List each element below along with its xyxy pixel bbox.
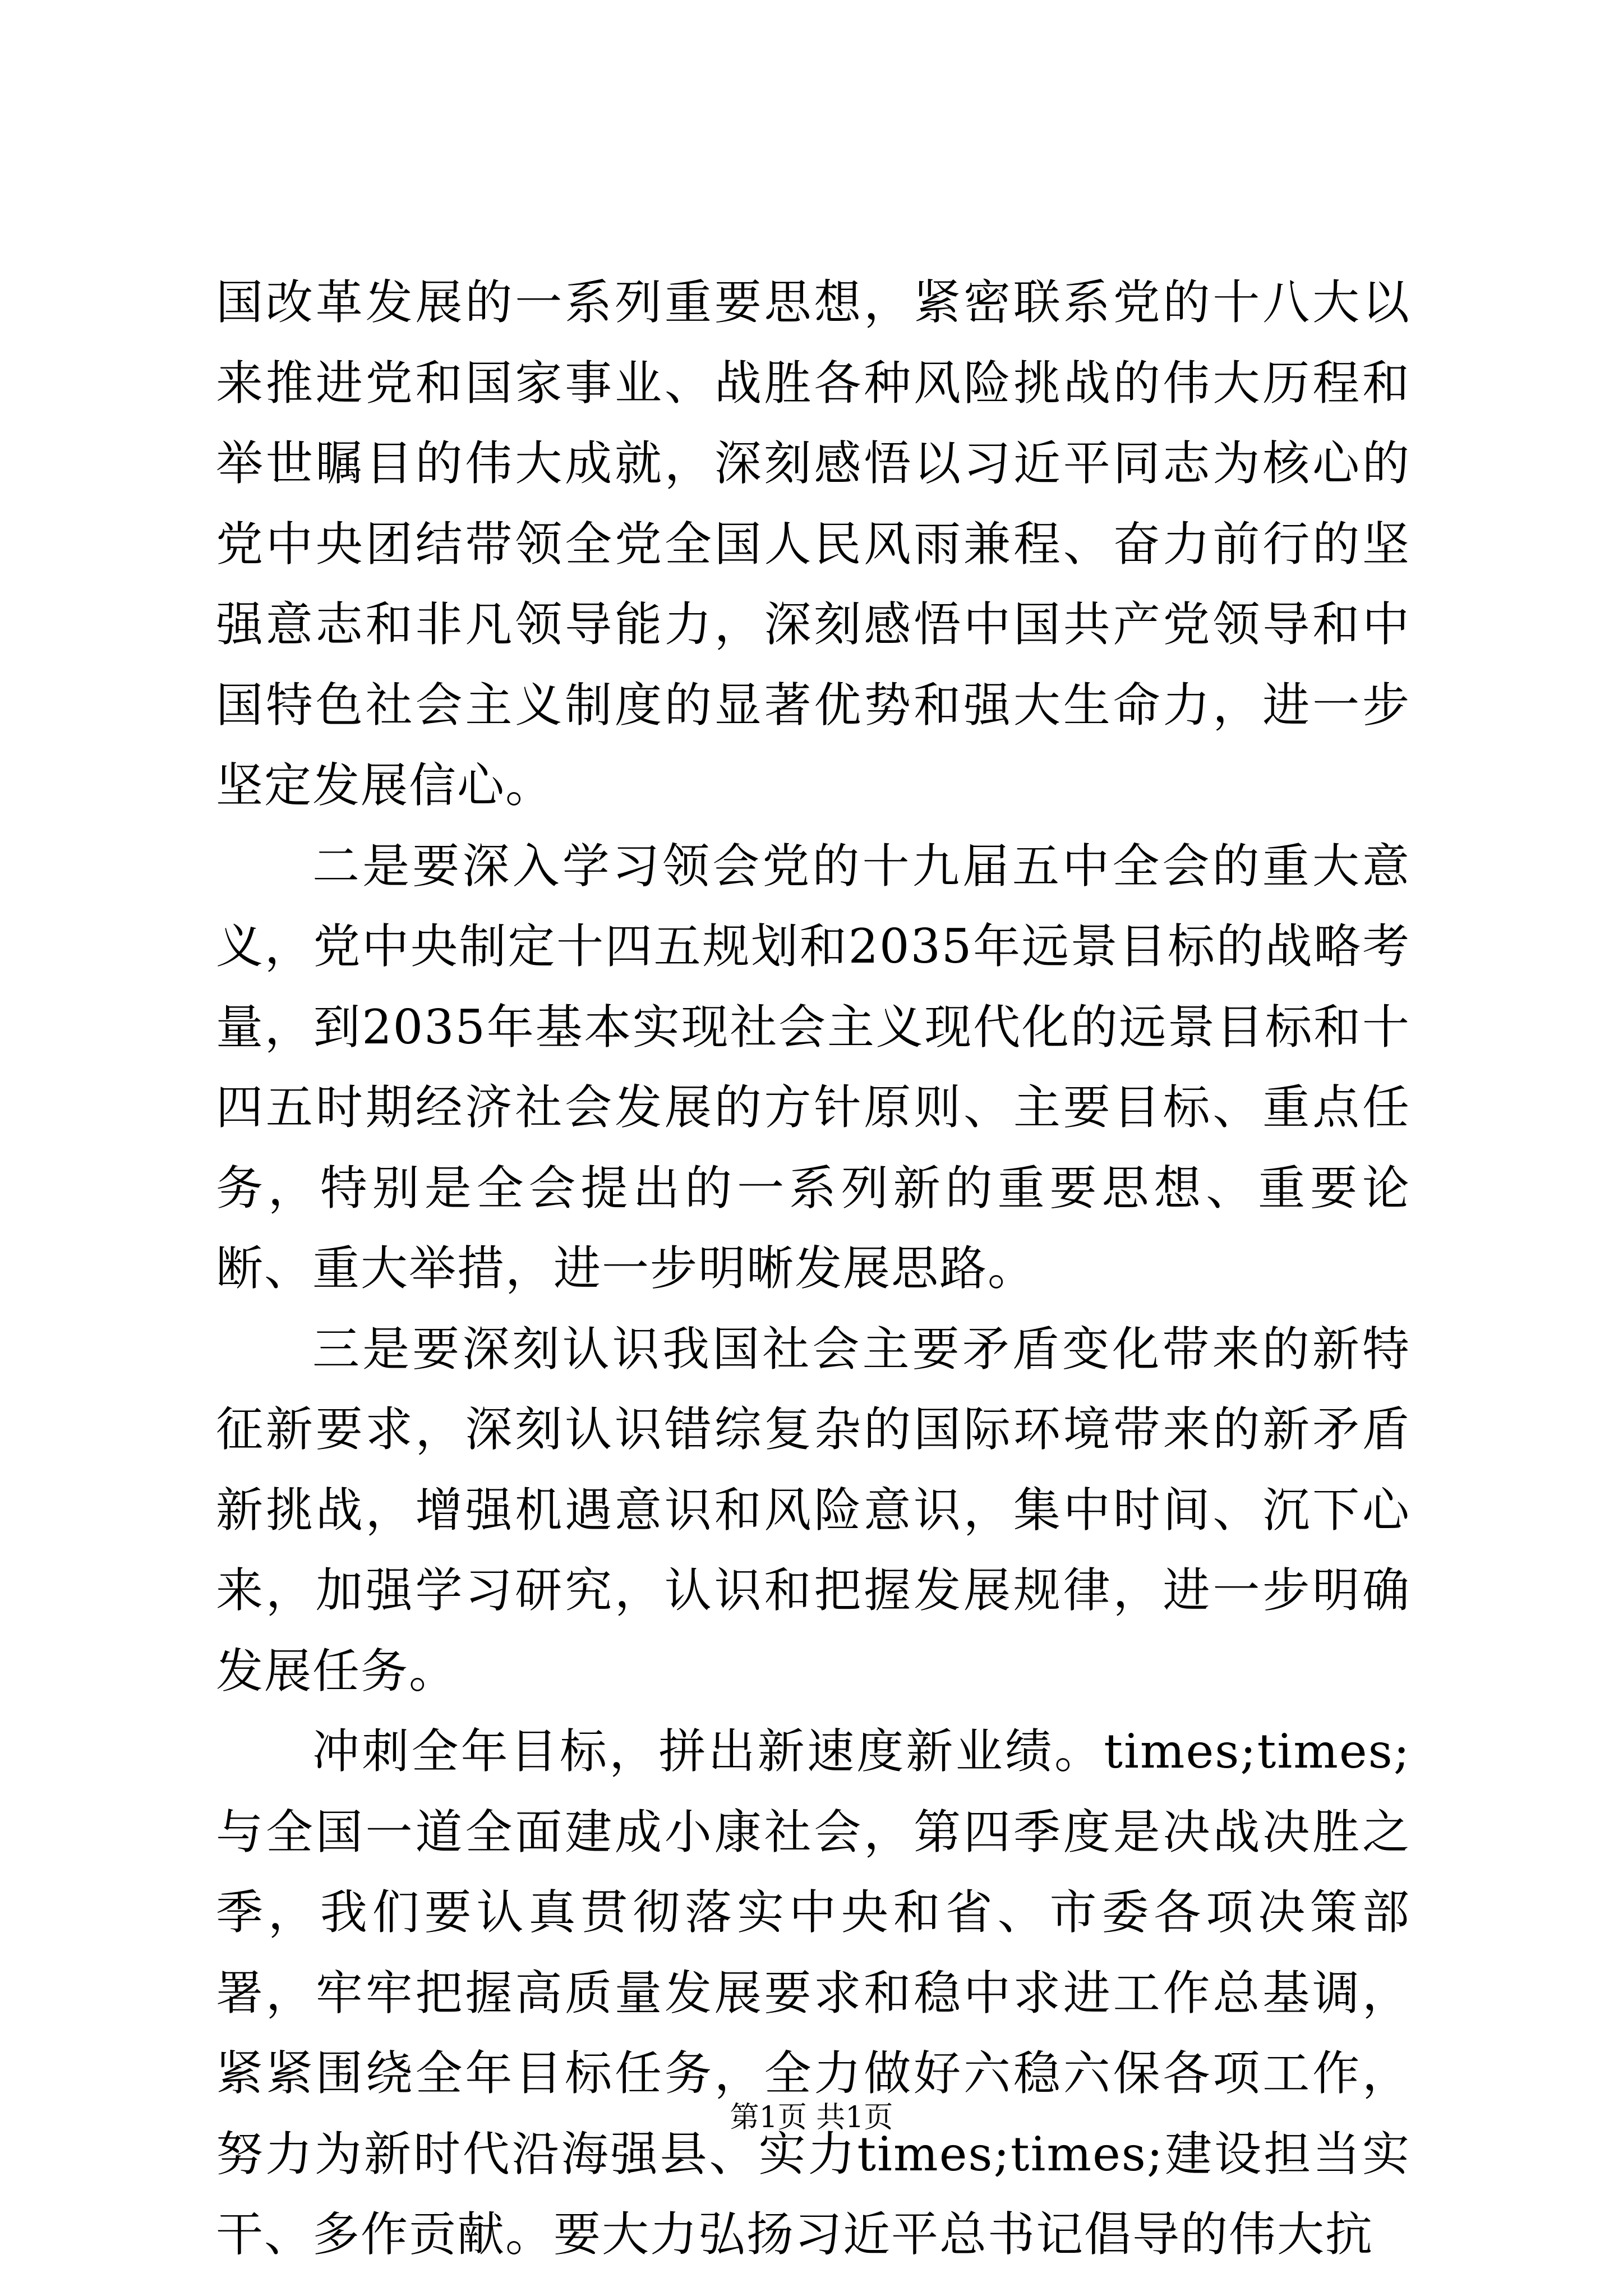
document-body [216, 263, 1410, 2275]
paragraph-annual-goals: 冲刺全年目标，拼出新速度新业绩。times;times;与全国一道全面建成小康社会，第四季度是决战决胜之季，我们要认真贯彻落实中央和省、市委各项决策部署，牢牢把握高质量发展要求和稳中求进工作总基调，紧紧围绕全年目标任务，全力做好六稳六保各项工作，努力为新时代沿海强县、实力times;times;建设担当实干、多作贡献。要大力弘扬习近平总书记倡导的伟大抗 [216, 1724, 1410, 2262]
paragraph-continued: 国改革发展的一系列重要思想，紧密联系党的十八大以来推进党和国家事业、战胜各种风险挑战的伟大历程和举世瞩目的伟大成就，深刻感悟以习近平同志为核心的党中央团结带领全党全国人民风雨兼程、奋力前行的坚强意志和非凡领导能力，深刻感悟中国共产党领导和中国特色社会主义制度的显著优势和强大生命力，进一步坚定发展信心。 [216, 275, 1410, 813]
paragraph-point-three: 三是要深刻认识我国社会主要矛盾变化带来的新特征新要求，深刻认识错综复杂的国际环境带来的新矛盾新挑战，增强机遇意识和风险意识，集中时间、沉下心来，加强学习研究，认识和把握发展规律，进一步明确发展任务。 [216, 1321, 1410, 1699]
page-footer: 第1页 共1页 [730, 2101, 893, 2134]
paragraph-point-two: 二是要深入学习领会党的十九届五中全会的重大意义，党中央制定十四五规划和2035年远景目标的战略考量，到2035年基本实现社会主义现代化的远景目标和十四五时期经济社会发展的方针原则、主要目标、重点任务，特别是全会提出的一系列新的重要思想、重要论断、重大举措，进一步明晰发展思路。 [216, 838, 1410, 1296]
